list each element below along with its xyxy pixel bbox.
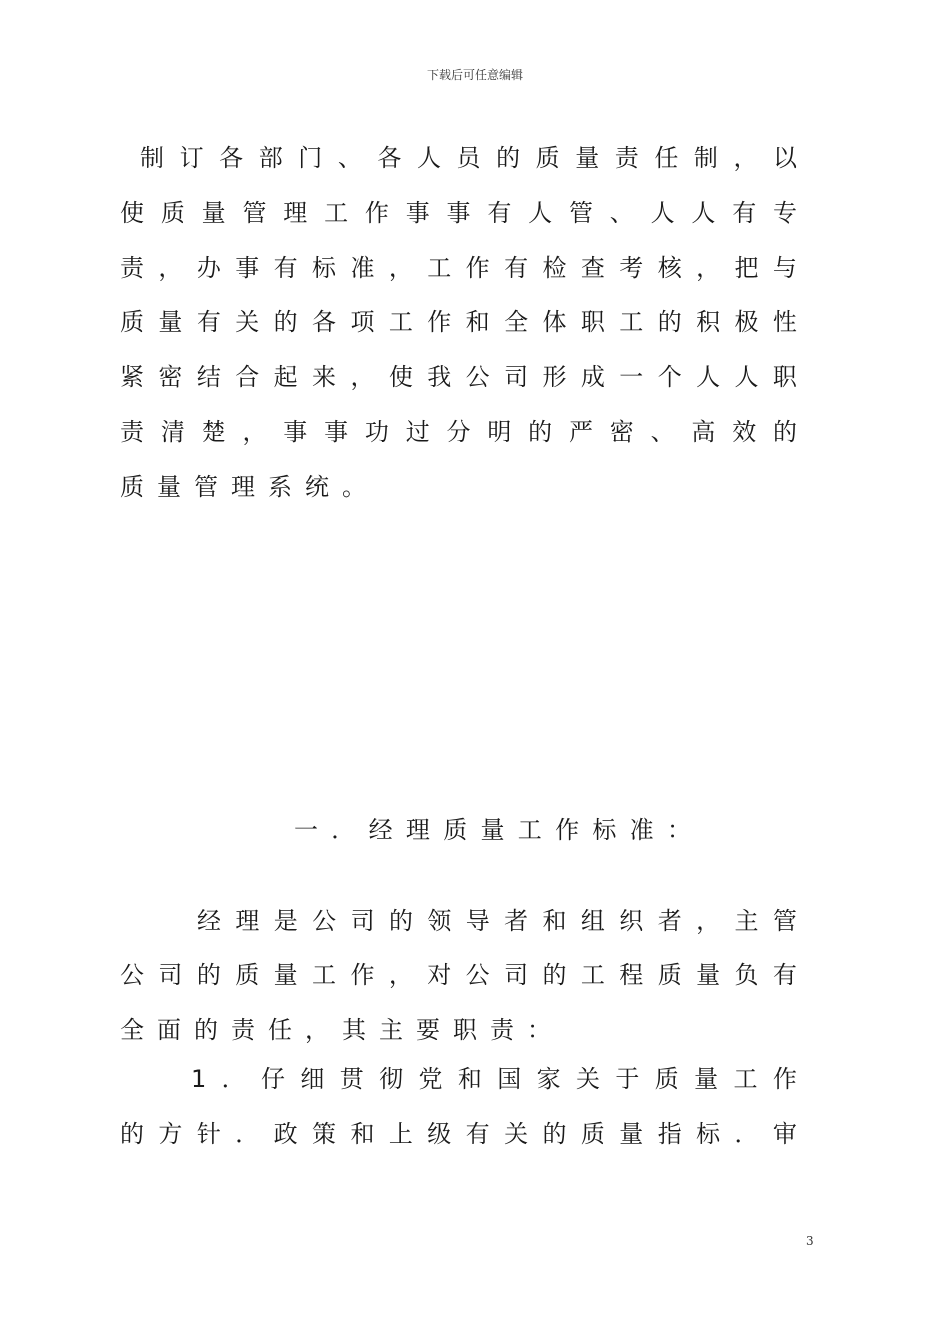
glyph: 事 [283,418,308,446]
glyph: 指 [657,1120,682,1148]
glyph: ， [696,254,721,282]
glyph: 理 [235,907,260,935]
glyph: 人 [528,199,553,227]
glyph: 事 [324,418,349,446]
glyph: 事 [405,199,430,227]
glyph: 关 [576,1065,601,1093]
paragraph-line: 全面的责任，其主要职责： [120,1016,564,1044]
glyph: 量 [619,1120,644,1148]
glyph: 准 [629,816,654,844]
glyph: 起 [273,363,298,391]
glyph: 效 [732,418,757,446]
glyph: 理 [283,199,308,227]
glyph: 职 [580,308,605,336]
glyph: 经 [197,907,221,935]
glyph: 程 [619,961,644,989]
glyph: 关 [235,308,260,336]
glyph: 质 [580,1120,605,1148]
glyph: 工 [324,199,349,227]
paragraph-line [120,417,797,447]
glyph: 政 [273,1120,298,1148]
glyph: 司 [504,363,529,391]
glyph: 合 [235,363,260,391]
glyph: 形 [542,363,567,391]
glyph: 各 [377,144,402,172]
glyph: 的 [542,961,567,989]
glyph: 有 [504,254,529,282]
glyph: 审 [772,1120,797,1148]
glyph: 公 [312,907,337,935]
glyph: 导 [465,907,490,935]
glyph: 有 [772,961,797,989]
glyph: 和 [542,907,567,935]
glyph: 质 [657,961,682,989]
glyph: 紧 [120,363,144,391]
glyph: 的 [496,144,521,172]
glyph: 作 [364,199,389,227]
glyph: 成 [580,363,605,391]
glyph: 专 [773,199,797,227]
glyph: 有 [732,199,757,227]
glyph: 事 [235,254,260,282]
glyph: 策 [312,1120,337,1148]
glyph: 高 [691,418,716,446]
glyph: 与 [772,254,797,282]
glyph: 质 [120,308,144,336]
glyph: 工 [312,961,337,989]
glyph: 公 [120,961,144,989]
glyph: 仔 [261,1065,286,1093]
glyph: 体 [542,308,567,336]
glyph: 明 [487,418,512,446]
glyph: 作 [772,1065,797,1093]
glyph: 的 [120,1120,144,1148]
glyph: 标 [592,816,617,844]
glyph: 、 [337,144,362,172]
glyph: ． [734,1120,759,1148]
glyph: 的 [528,418,553,446]
glyph: 质 [235,961,260,989]
glyph: 公 [465,961,490,989]
glyph: 制 [140,144,164,172]
glyph: 考 [619,254,644,282]
glyph: 极 [734,308,759,336]
glyph: 人 [650,199,675,227]
paragraph-line [120,362,797,392]
paragraph-line [120,960,797,990]
glyph: 一 [294,816,318,844]
glyph: ， [350,363,375,391]
glyph: 分 [446,418,471,446]
glyph: 作 [350,961,375,989]
glyph: 责 [120,254,144,282]
glyph: 量 [158,308,183,336]
glyph: 、 [609,199,634,227]
glyph: ， [388,961,413,989]
glyph: 来 [312,363,337,391]
glyph: 制 [693,144,718,172]
glyph: 密 [609,418,634,446]
glyph: 过 [405,418,430,446]
glyph: 门 [298,144,323,172]
glyph: 积 [696,308,721,336]
glyph: 任 [654,144,679,172]
glyph: ． [331,816,356,844]
glyph: 各 [312,308,337,336]
glyph: 和 [465,308,490,336]
glyph: 员 [456,144,481,172]
list-item-line [120,1119,797,1149]
list-item-line [191,1064,797,1094]
glyph: 方 [158,1120,183,1148]
glyph: 工 [733,1065,758,1093]
glyph: 密 [158,363,183,391]
glyph: 质 [160,199,185,227]
glyph: 的 [542,1120,567,1148]
glyph: 使 [388,363,413,391]
paragraph-line [120,198,797,228]
glyph: 1 [191,1065,207,1093]
glyph: 于 [615,1065,640,1093]
glyph: 量 [694,1065,719,1093]
glyph: 理 [405,816,430,844]
glyph: 工 [580,961,605,989]
page-number: 3 [806,1234,814,1248]
glyph: 经 [368,816,393,844]
glyph: 准 [350,254,375,282]
glyph: 党 [418,1065,443,1093]
glyph: 人 [734,363,759,391]
glyph: 订 [179,144,204,172]
glyph: 织 [619,907,644,935]
glyph: 量 [273,961,298,989]
glyph: 我 [427,363,452,391]
glyph: 有 [273,254,298,282]
paragraph-line [197,906,797,936]
glyph: 标 [696,1120,721,1148]
glyph: 者 [657,907,682,935]
paragraph-line [120,307,797,337]
glyph: 贯 [339,1065,364,1093]
glyph: 是 [273,907,298,935]
glyph: 管 [568,199,593,227]
glyph: ： [666,816,691,844]
glyph: 量 [201,199,226,227]
glyph: 家 [536,1065,561,1093]
glyph: 工 [517,816,542,844]
glyph: 质 [535,144,560,172]
glyph: 作 [465,254,490,282]
glyph: 有 [465,1120,490,1148]
glyph: 的 [196,961,221,989]
glyph: 各 [219,144,244,172]
glyph: 的 [773,418,797,446]
glyph: 职 [772,363,797,391]
glyph: 严 [568,418,593,446]
glyph: 作 [555,816,580,844]
glyph: 彻 [379,1065,404,1093]
glyph: 对 [427,961,452,989]
glyph: 细 [300,1065,325,1093]
glyph: ． [221,1065,246,1093]
glyph: 量 [696,961,721,989]
glyph: 事 [446,199,471,227]
glyph: 人 [696,363,721,391]
glyph: ， [696,907,721,935]
glyph: 主 [734,907,759,935]
glyph: 作 [427,308,452,336]
glyph: 国 [497,1065,522,1093]
glyph: 人 [691,199,716,227]
glyph: 负 [734,961,759,989]
glyph: 工 [619,308,644,336]
glyph: 质 [654,1065,679,1093]
glyph: 者 [504,907,529,935]
glyph: 核 [657,254,682,282]
glyph: 和 [457,1065,482,1093]
glyph: 领 [427,907,452,935]
glyph: 量 [480,816,505,844]
glyph: 楚 [201,418,226,446]
glyph: 和 [350,1120,375,1148]
glyph: 的 [388,907,413,935]
glyph: 量 [575,144,600,172]
paragraph-line [120,253,797,283]
section-heading [294,815,691,845]
glyph: 标 [312,254,337,282]
glyph: 级 [427,1120,452,1148]
glyph: 司 [504,961,529,989]
glyph: 公 [465,363,490,391]
glyph: 把 [734,254,759,282]
glyph: 检 [542,254,567,282]
glyph: 质 [443,816,468,844]
paragraph-line [140,143,797,173]
glyph: ， [242,418,267,446]
glyph: 有 [487,199,512,227]
glyph: 以 [773,144,797,172]
glyph: 责 [120,418,144,446]
glyph: ． [235,1120,260,1148]
glyph: 管 [772,907,797,935]
glyph: 性 [772,308,797,336]
glyph: 责 [614,144,639,172]
glyph: 部 [258,144,283,172]
glyph: 管 [242,199,267,227]
glyph: 办 [196,254,221,282]
glyph: 司 [158,961,183,989]
glyph: ， [388,254,413,282]
glyph: 一 [619,363,644,391]
glyph: 工 [427,254,452,282]
glyph: 项 [350,308,375,336]
glyph: 清 [160,418,185,446]
glyph: 个 [657,363,682,391]
glyph: 查 [580,254,605,282]
glyph: 工 [388,308,413,336]
glyph: 使 [120,199,144,227]
glyph: 结 [196,363,221,391]
glyph: 组 [580,907,605,935]
glyph: 司 [350,907,375,935]
glyph: 针 [196,1120,221,1148]
glyph: 、 [650,418,675,446]
paragraph-line: 质量管理系统。 [120,473,379,501]
glyph: 的 [657,308,682,336]
glyph: ， [733,144,758,172]
glyph: 上 [388,1120,413,1148]
glyph: 人 [416,144,441,172]
glyph: 的 [273,308,298,336]
glyph: 全 [504,308,529,336]
glyph: 有 [196,308,221,336]
page-header: 下载后可任意编辑 [426,68,523,82]
glyph: 功 [364,418,389,446]
glyph: ， [158,254,183,282]
glyph: 关 [504,1120,529,1148]
